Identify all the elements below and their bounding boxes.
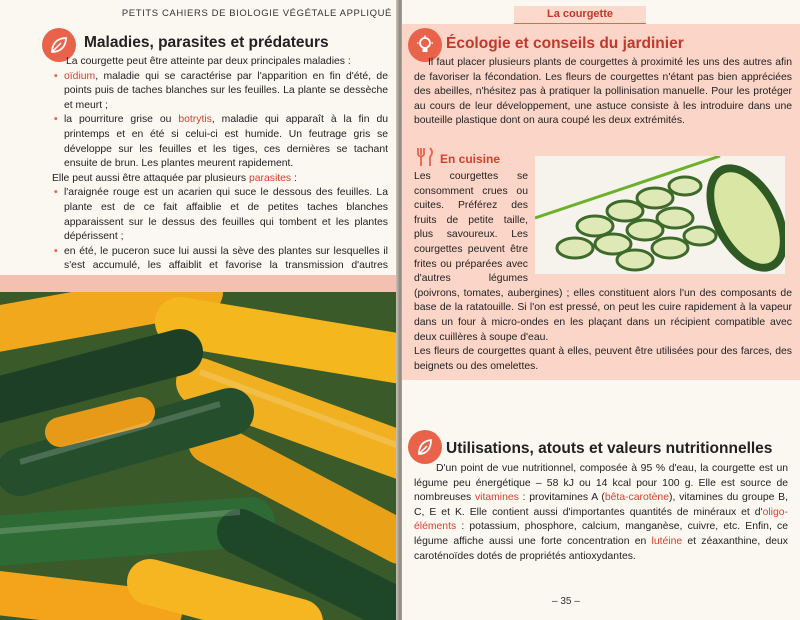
bullet-oidium: • oïdium, maladie qui se caractérise par l'apparition en fin d'été, de points puis de taches blanches sur les feuilles. La plante se dessèche et meurt ; [52, 70, 388, 114]
ecology-heading: Écologie et conseils du jardinier [446, 35, 684, 52]
zucchini-photo [0, 292, 398, 620]
flowers-paragraph: Les fleurs de courgettes quant à elles, peuvent être utilisées pour des farces, des beignets ou des omelettes. [414, 346, 792, 372]
intro-paragraph: La courgette peut être atteinte par deux principales maladies : [66, 56, 351, 67]
cuisine-subheading: En cuisine [440, 152, 501, 166]
utensils-icon [414, 146, 436, 173]
bullet-botrytis: • la pourriture grise ou botrytis, maladie qui apparaît à la fin du printemps et en été si celui-ci est humide. Un feutrage gris se développe sur les feuilles et les tiges, ces dernières se tachant ensuite de brun. Les plantes meurent rapidement. [52, 113, 388, 171]
running-head: PETITS CAHIERS DE BIOLOGIE VÉGÉTALE APPLIQUÉ [121, 8, 392, 19]
cuisine-body [414, 170, 792, 374]
nutrition-heading: Utilisations, atouts et valeurs nutritionnelles [446, 440, 773, 457]
chapter-tab: La courgette [514, 6, 646, 25]
parasites-paragraph: Elle peut aussi être attaquée par plusieurs parasites : [52, 172, 297, 184]
leaf-badge-icon [408, 430, 442, 464]
left-page [0, 0, 398, 620]
right-page [402, 0, 800, 620]
ecology-paragraph: Il faut placer plusieurs plants de courgettes à proximité les uns des autres afin de favoriser la fécondation. Les fleurs de courgettes n'étant pas bien appréciées des abeilles, n'hésitez pas à pratiquer la pollinisation manuelle. Pour les protéger au cours de leur développement, une astuce consiste à les introduire dans une bouteille plastique dont on aura coupé les deux extrémités. [414, 57, 792, 127]
bullet-spider-mite: • l'araignée rouge est un acarien qui suce le dessous des feuilles. La plante est de ce fait affaiblie et de petites taches blanches apparaissent sur le dessus des feuilles qui tombent et les plantes dépérissent ; [52, 186, 388, 244]
cuisine-paragraph: Les courgettes se consomment crues ou cuites. Préférez des fruits de petite taille, plus savoureux. Les courgettes peuvent être frites ou préparées avec d'autres légumes (poivrons, tomates, aubergines) ; elles constituent alors l'un des composants de base de la ratatouille. Si l'on est pressé, on peut les cuire rapidement à la vapeur dans un four à micro-ondes en les plaçant dans un récipient compatible avec deux cuillères à soupe d'eau. [414, 171, 792, 343]
bullet-aphid: • en été, le puceron suce lui aussi la sève des plantes sur lesquelles il s'est accumulé, les affaiblit et favorise la transmission d'autres [52, 245, 388, 289]
page-number: – 35 – [552, 596, 580, 607]
left-body [52, 55, 388, 289]
nutrition-paragraph: D'un point de vue nutritionnel, composée à 95 % d'eau, la courgette est un légume peu énergétique – 58 kJ ou 14 kcal pour 100 g. Elle est source de nombreuses vitamines : provitamines A (bêta-carotène), vitamines du groupe B, C, E et K. Elle contient aussi d'importantes quantités de minéraux et d'oligo-éléments : potassium, phosphore, calcium, manganèse, cuivre, etc. Enfin, ce légume affiche aussi une forte concentration en lutéine et zéaxanthine, deux caroténoïdes dotés de propriétés antioxydantes. [414, 463, 788, 562]
section-heading: Maladies, parasites et prédateurs [84, 34, 329, 51]
